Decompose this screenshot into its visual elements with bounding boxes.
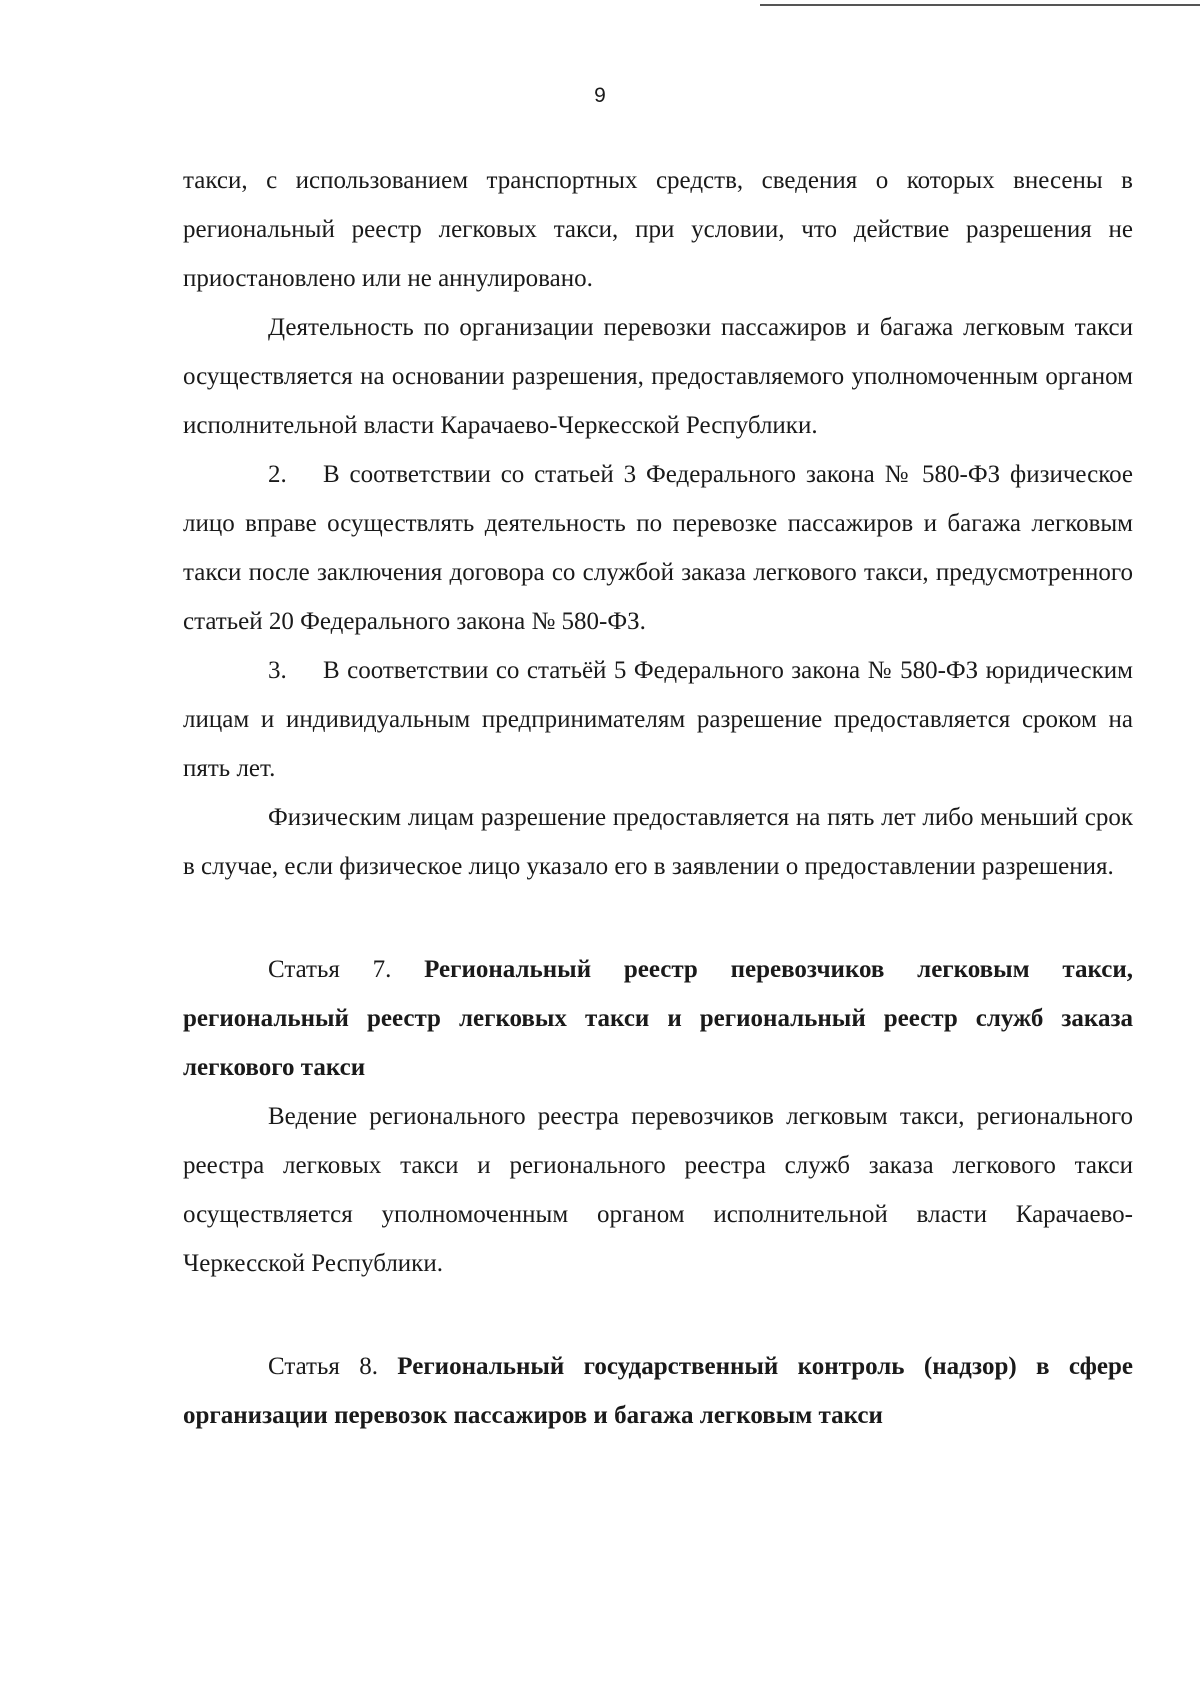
article-7-title: Региональный реестр перевозчиков легковым такси, региональный реестр легковых такси и региональный реестр служб заказа легкового такси xyxy=(183,956,1134,1081)
item-2-text: В соответствии со статьей 3 Федерального закона № 580-ФЗ физическое лицо вправе осуществлять деятельность по перевозке пассажиров и багажа легковым такси после заключения договора со службой заказа легкового такси, предусмотренного статьей 20 Федерального закона № 580-ФЗ. xyxy=(183,461,1133,635)
article-8-title: Региональный государственный контроль (надзор) в сфере организации перевозок пассажиров и багажа легковым такси xyxy=(183,1353,1134,1429)
document-body xyxy=(183,156,1133,1440)
article-7-body: Ведение регионального реестра перевозчиков легковым такси, регионального реестра легковых такси и регионального реестра служб заказа легкового такси осуществляется уполномоченным органом исполнительной власти Карачаево-Черкесской Республики. xyxy=(183,1103,1133,1277)
paragraph-item-3 xyxy=(183,646,1133,793)
paragraph-individuals: Физическим лицам разрешение предоставляется на пять лет либо меньший срок в случае, если физическое лицо указало его в заявлении о предоставлении разрешения. xyxy=(183,804,1133,880)
article-7-label: Статья 7. xyxy=(268,956,392,983)
article-7-heading xyxy=(183,945,1133,1092)
item-number-2: 2. xyxy=(268,461,287,488)
page-number: 9 xyxy=(594,84,606,107)
paragraph-item-2 xyxy=(183,450,1133,646)
top-rule xyxy=(760,4,1200,6)
paragraph-continuation: такси, с использованием транспортных средств, сведения о которых внесены в региональный реестр легковых такси, при условии, что действие разрешения не приостановлено или не аннулировано. xyxy=(183,167,1133,292)
item-number-3: 3. xyxy=(268,657,287,684)
article-8-heading xyxy=(183,1342,1133,1440)
item-3-text: В соответствии со статьёй 5 Федерального закона № 580-ФЗ юридическим лицам и индивидуальным предпринимателям разрешение предоставляется сроком на пять лет. xyxy=(183,657,1133,782)
article-8-label: Статья 8. xyxy=(268,1353,378,1380)
paragraph-activity-permit: Деятельность по организации перевозки пассажиров и багажа легковым такси осуществляется на основании разрешения, предоставляемого уполномоченным органом исполнительной власти Карачаево-Черкесской Республики. xyxy=(183,314,1133,439)
